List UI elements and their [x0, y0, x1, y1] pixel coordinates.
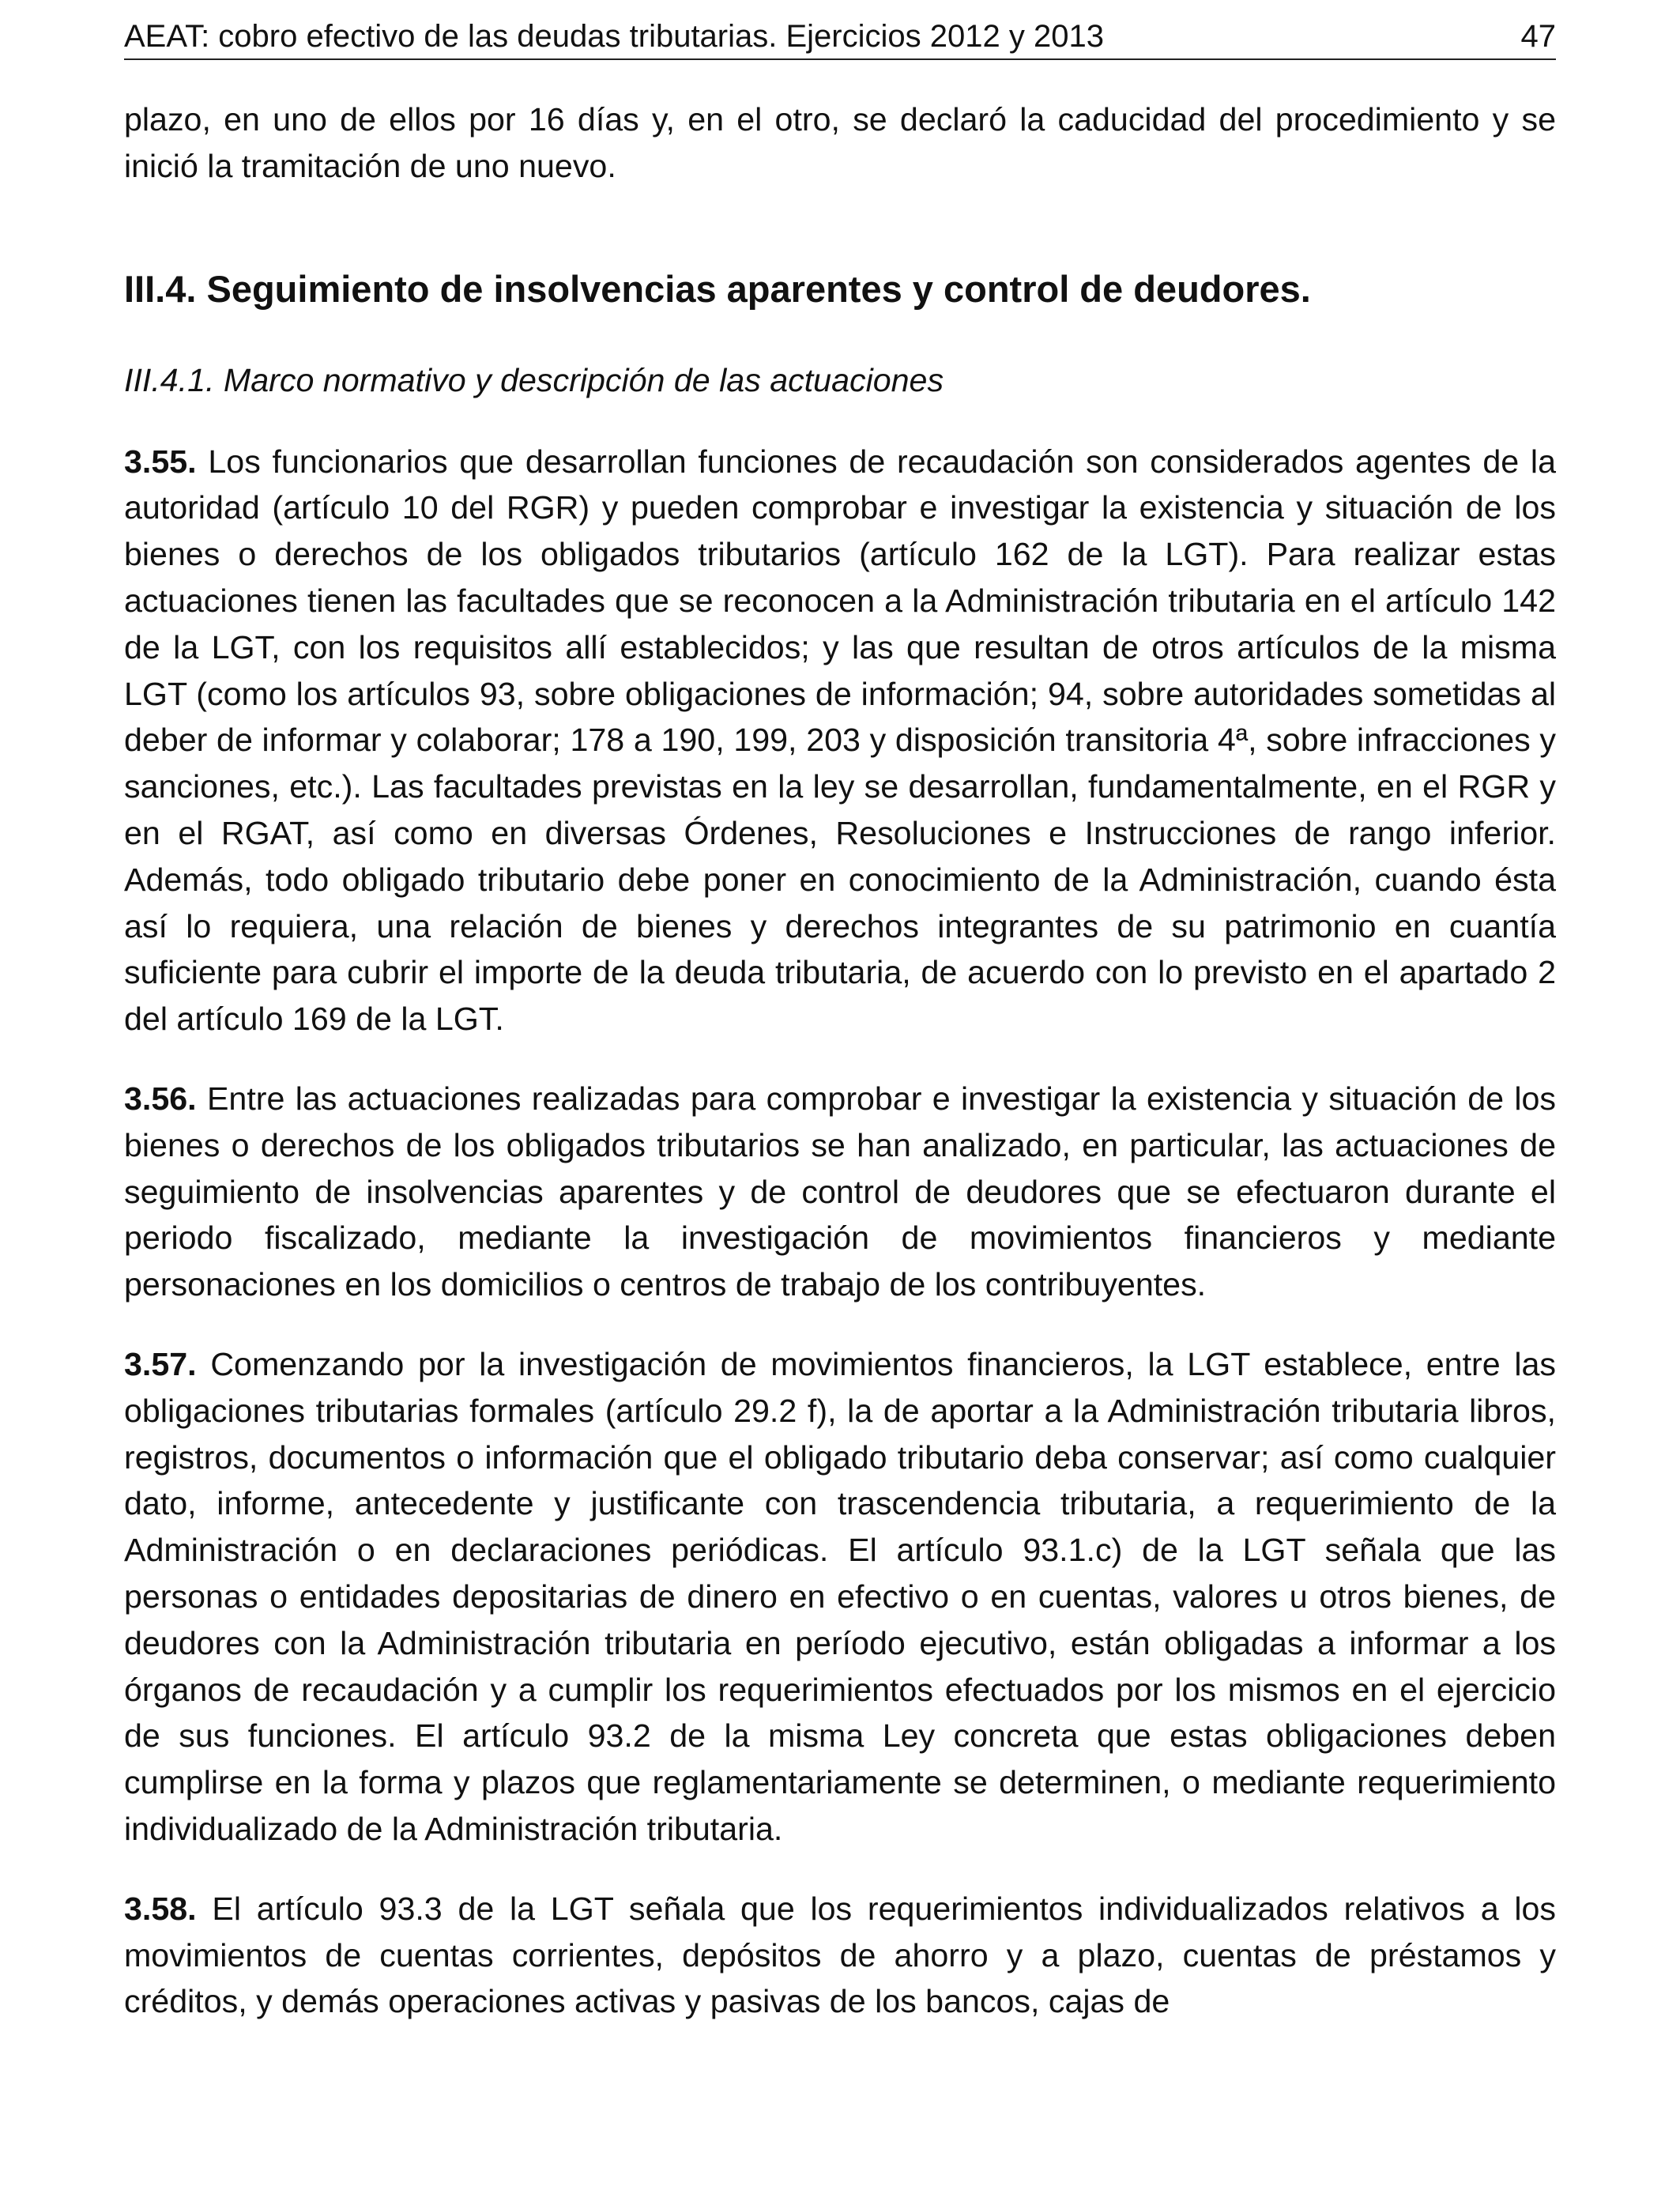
paragraph-3-57: [124, 1341, 1556, 1853]
paragraph-3-55: [124, 439, 1556, 1042]
paragraph-text: Entre las actuaciones realizadas para comprobar e investigar la existencia y situación de los bienes o derechos de los obligados tributarios se han analizado, en particular, las actuaciones de seguimiento de insolvencias aparentes y de control de deudores que se efectuaron durante el periodo fiscalizado, mediante la investigación de movimientos financieros y mediante personaciones en los domicilios o centros de trabajo de los contribuyentes.: [124, 1080, 1556, 1303]
intro-paragraph: plazo, en uno de ellos por 16 días y, en el otro, se declaró la caducidad del procedimiento y se inició la tramitación de uno nuevo.: [124, 101, 1556, 184]
document-body: [124, 96, 1556, 2025]
running-header: [124, 14, 1556, 60]
section-heading: III.4. Seguimiento de insolvencias aparentes y control de deudores.: [124, 267, 1311, 310]
paragraph-number: 3.57.: [124, 1345, 197, 1382]
subsection-heading: III.4.1. Marco normativo y descripción de las actuaciones: [124, 361, 944, 398]
paragraph-text: Los funcionarios que desarrollan funciones de recaudación son considerados agentes de la autoridad (artículo 10 del RGR) y pueden comprobar e investigar la existencia y situación de los bienes o derechos de los obligados tributarios (artículo 162 de la LGT). Para realizar estas actuaciones tienen las facultades que se reconocen a la Administración tributaria en el artículo 142 de la LGT, con los requisitos allí establecidos; y las que resultan de otros artículos de la misma LGT (como los artículos 93, sobre obligaciones de información; 94, sobre autoridades sometidas al deber de informar y colaborar; 178 a 190, 199, 203 y disposición transitoria 4ª, sobre infracciones y sanciones, etc.). Las facultades previstas en la ley se desarrollan, fundamentalmente, en el RGR y en el RGAT, así como en diversas Órdenes, Resoluciones e Instrucciones de rango inferior. Además, todo obligado tributario debe poner en conocimiento de la Administración, cuando ésta así lo requiera, una relación de bienes y derechos integrantes de su patrimonio en cuantía suficiente para cubrir el importe de la deuda tributaria, de acuerdo con lo previsto en el apartado 2 del artículo 169 de la LGT.: [124, 443, 1556, 1038]
paragraph-3-56: [124, 1076, 1556, 1308]
header-title: AEAT: cobro efectivo de las deudas tributarias. Ejercicios 2012 y 2013: [124, 19, 1104, 54]
paragraph-text: El artículo 93.3 de la LGT señala que los requerimientos individualizados relativos a los movimientos de cuentas corrientes, depósitos de ahorro y a plazo, cuentas de préstamos y créditos, y demás operaciones activas y pasivas de los bancos, cajas de: [124, 1890, 1556, 2020]
paragraph-number: 3.55.: [124, 443, 197, 480]
paragraph-text: Comenzando por la investigación de movimientos financieros, la LGT establece, entre las obligaciones tributarias formales (artículo 29.2 f), la de aportar a la Administración tributaria libros, registros, documentos o información que el obligado tributario deba conservar; así como cualquier dato, informe, antecedente y justificante con trascendencia tributaria, a requerimiento de la Administración o en declaraciones periódicas. El artículo 93.1.c) de la LGT señala que las personas o entidades depositarias de dinero en efectivo o en cuentas, valores u otros bienes, de deudores con la Administración tributaria en período ejecutivo, están obligadas a informar a los órganos de recaudación y a cumplir los requerimientos efectuados por los mismos en el ejercicio de sus funciones. El artículo 93.2 de la misma Ley concreta que estas obligaciones deben cumplirse en la forma y plazos que reglamentariamente se determinen, o mediante requerimiento individualizado de la Administración tributaria.: [124, 1345, 1556, 1847]
page-number: 47: [1520, 19, 1556, 54]
paragraph-3-58: [124, 1886, 1556, 2025]
paragraph-number: 3.58.: [124, 1890, 197, 1927]
paragraph-number: 3.56.: [124, 1080, 197, 1117]
